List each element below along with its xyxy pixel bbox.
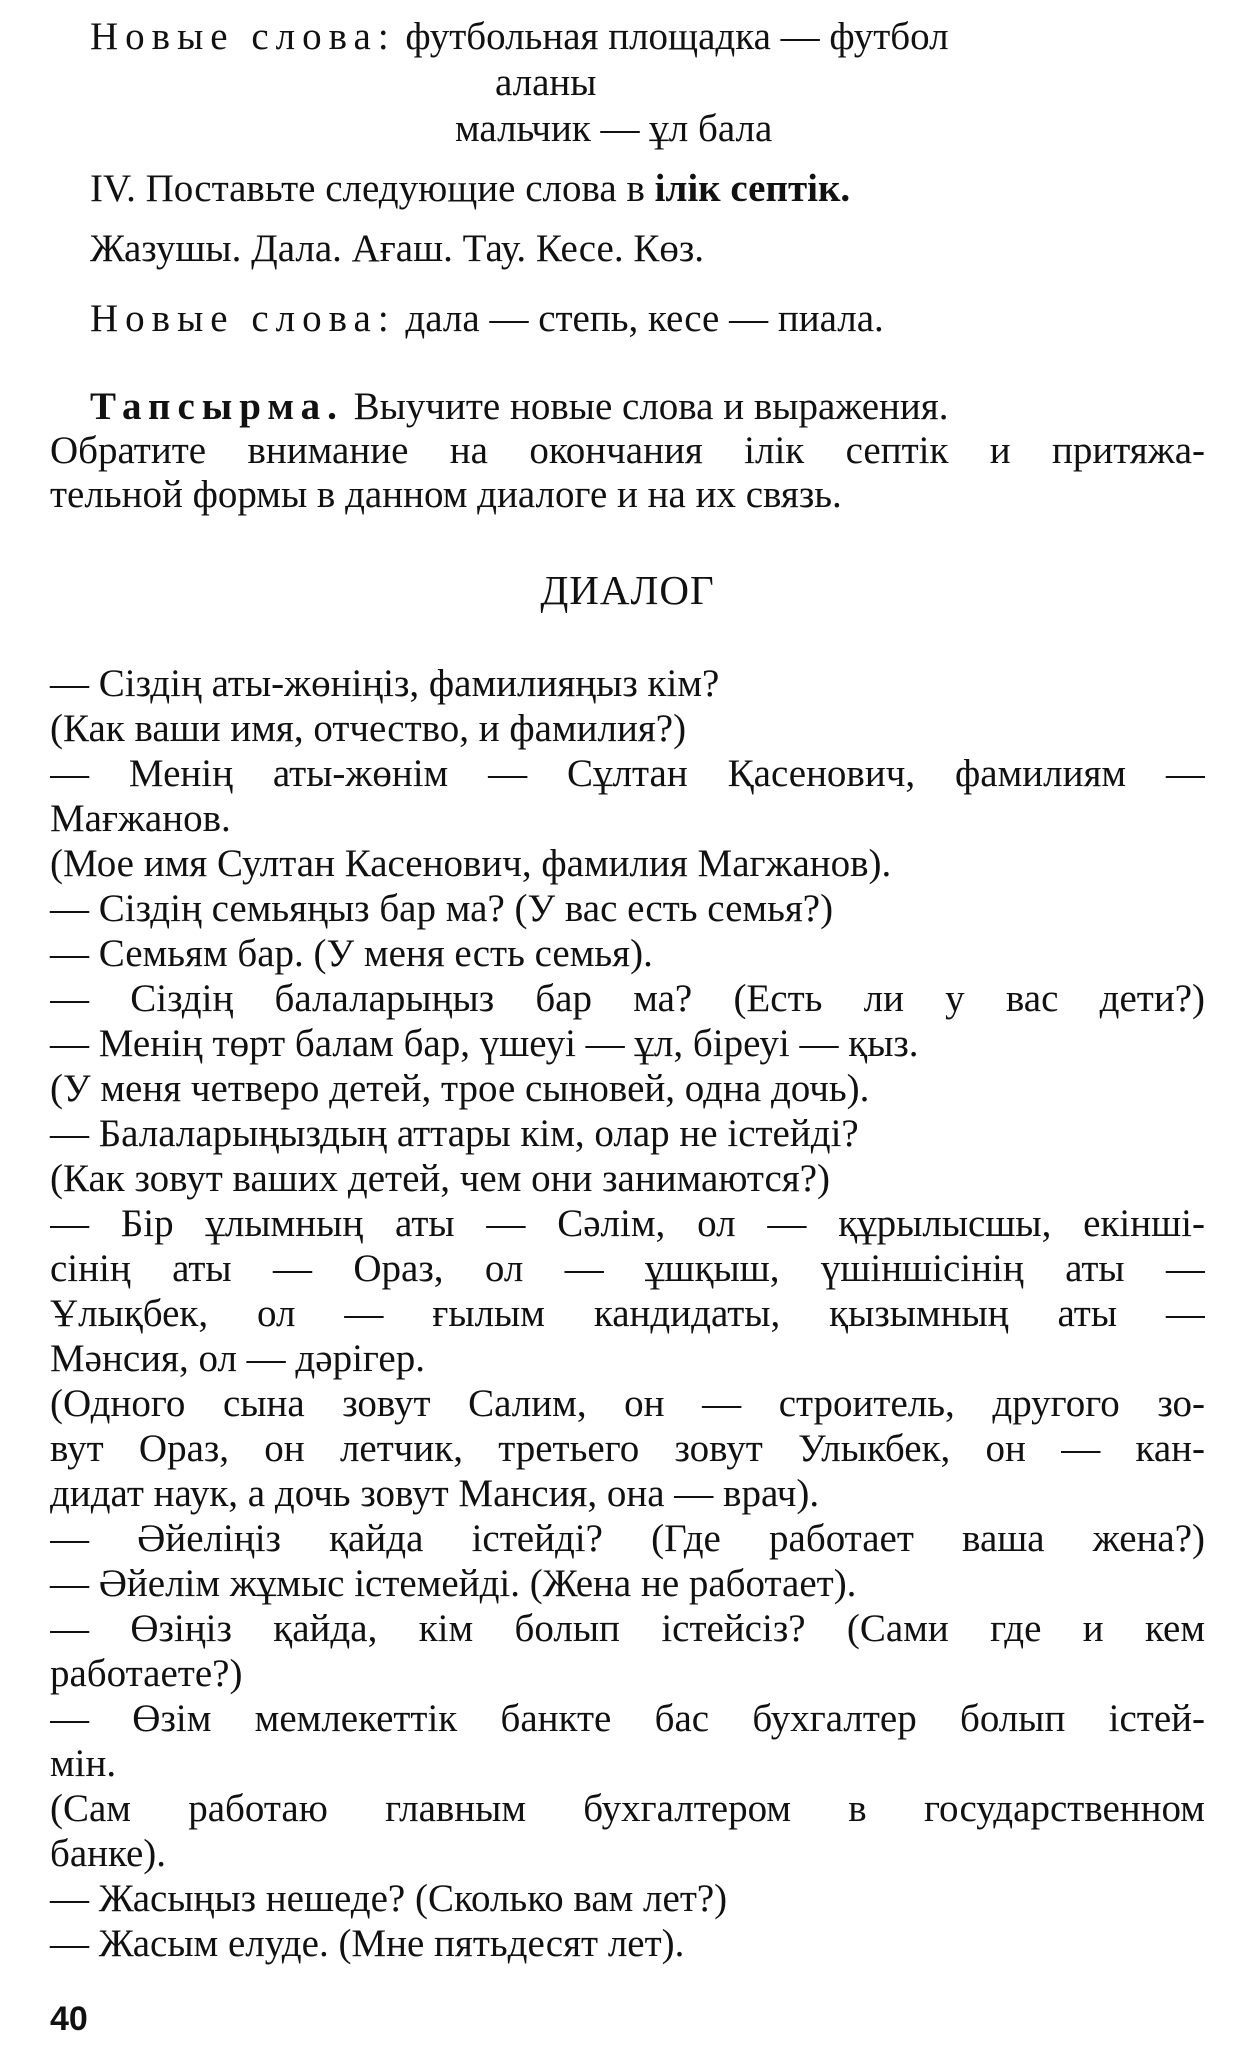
dialog-line: — Әйелім жұмыс істемейді. (Жена не работает).	[50, 1562, 857, 1605]
dialog-line: Мағжанов.	[50, 797, 231, 840]
dialog-line: мін.	[50, 1742, 117, 1785]
dialog-line: — Балаларыңыздың аттары кім, олар не істейді?	[50, 1112, 859, 1155]
dialog-line: (Сам работаю главным бухгалтером в государственном	[50, 1787, 1205, 1830]
vocab-line-2: аланы	[495, 61, 597, 104]
vocab-text: футбольная площадка — футбол	[405, 15, 949, 58]
dialog-line: — Әйеліңіз қайда істейді? (Где работает ваша жена?)	[50, 1517, 1205, 1560]
dialog-line: — Менің төрт балам бар, үшеуі — ұл, біреуі — қыз.	[50, 1022, 919, 1065]
vocab2-text: дала — степь, кесе — пиала.	[405, 297, 884, 340]
task-4-bold-term: ілік септік.	[654, 167, 851, 210]
dialog-line: (Мое имя Султан Касенович, фамилия Магжанов).	[50, 842, 892, 885]
book-page	[50, 15, 1205, 2045]
dialog-heading: ДИАЛОГ	[540, 567, 715, 613]
dialog-line: — Менің аты-жөнім — Сұлтан Қасенович, фамилиям —	[50, 752, 1205, 795]
dialog-line: — Семьям бар. (У меня есть семья).	[50, 932, 653, 975]
dialog-line: (Одного сына зовут Салим, он — строитель, другого зо-	[50, 1382, 1205, 1425]
dialog-line: (Как ваши имя, отчество, и фамилия?)	[50, 707, 687, 750]
task-4-prefix: IV. Поставьте следующие слова в	[90, 167, 645, 210]
dialog-line: банке).	[50, 1832, 167, 1875]
vocab2-label: Новые слова:	[90, 297, 396, 340]
vocab-label: Новые слова:	[90, 15, 396, 58]
dialog-line: — Сіздің балаларыңыз бар ма? (Есть ли у вас дети?)	[50, 977, 1205, 1020]
assignment-line-2: Обратите внимание на окончания ілік септік и притяжа-	[50, 429, 1205, 472]
vocab-line-1	[90, 15, 949, 59]
dialog-line: вут Ораз, он летчик, третьего зовут Улыкбек, он — кан-	[50, 1427, 1205, 1470]
dialog-line: сінің аты — Ораз, ол — ұшқыш, үшіншісінің аты —	[50, 1247, 1205, 1290]
dialog-line: (Как зовут ваших детей, чем они занимаются?)	[50, 1157, 830, 1200]
assignment-line-3: тельной формы в данном диалоге и на их связь.	[50, 473, 842, 516]
dialog-line: — Өзіңіз қайда, кім болып істейсіз? (Сами где и кем	[50, 1607, 1205, 1650]
dialog-line: — Сіздің семьяңыз бар ма? (У вас есть семья?)	[50, 887, 834, 930]
dialog-line: — Жасым елуде. (Мне пятьдесят лет).	[50, 1922, 685, 1965]
dialog-line: работаете?)	[50, 1652, 243, 1695]
dialog-line: — Бір ұлымның аты — Сәлім, ол — құрылысшы, екінші-	[50, 1202, 1205, 1245]
dialog-line: дидат наук, а дочь зовут Мансия, она — врач).	[50, 1472, 820, 1515]
dialog-line: Ұлықбек, ол — ғылым кандидаты, қызымның аты —	[50, 1292, 1205, 1335]
dialog-line: Мәнсия, ол — дәрігер.	[50, 1337, 425, 1380]
page-number: 40	[50, 2000, 88, 2038]
assignment-label: Тапсырма.	[90, 385, 344, 428]
dialog-line: (У меня четверо детей, трое сыновей, одна дочь).	[50, 1067, 870, 1110]
vocab2-line	[90, 297, 884, 341]
dialog-line: — Жасыңыз нешеде? (Сколько вам лет?)	[50, 1877, 728, 1920]
assignment-line-1	[90, 385, 948, 429]
assignment-text-1: Выучите новые слова и выражения.	[353, 385, 949, 428]
task-4-words: Жазушы. Дала. Ағаш. Тау. Кесе. Көз.	[90, 227, 704, 270]
task-4-instruction	[90, 167, 850, 211]
dialog-line: — Өзім мемлекеттік банкте бас бухгалтер болып істей-	[50, 1697, 1205, 1740]
dialog-line: — Сіздің аты-жөніңіз, фамилияңыз кім?	[50, 662, 720, 705]
vocab-line-3: мальчик — ұл бала	[455, 107, 773, 150]
